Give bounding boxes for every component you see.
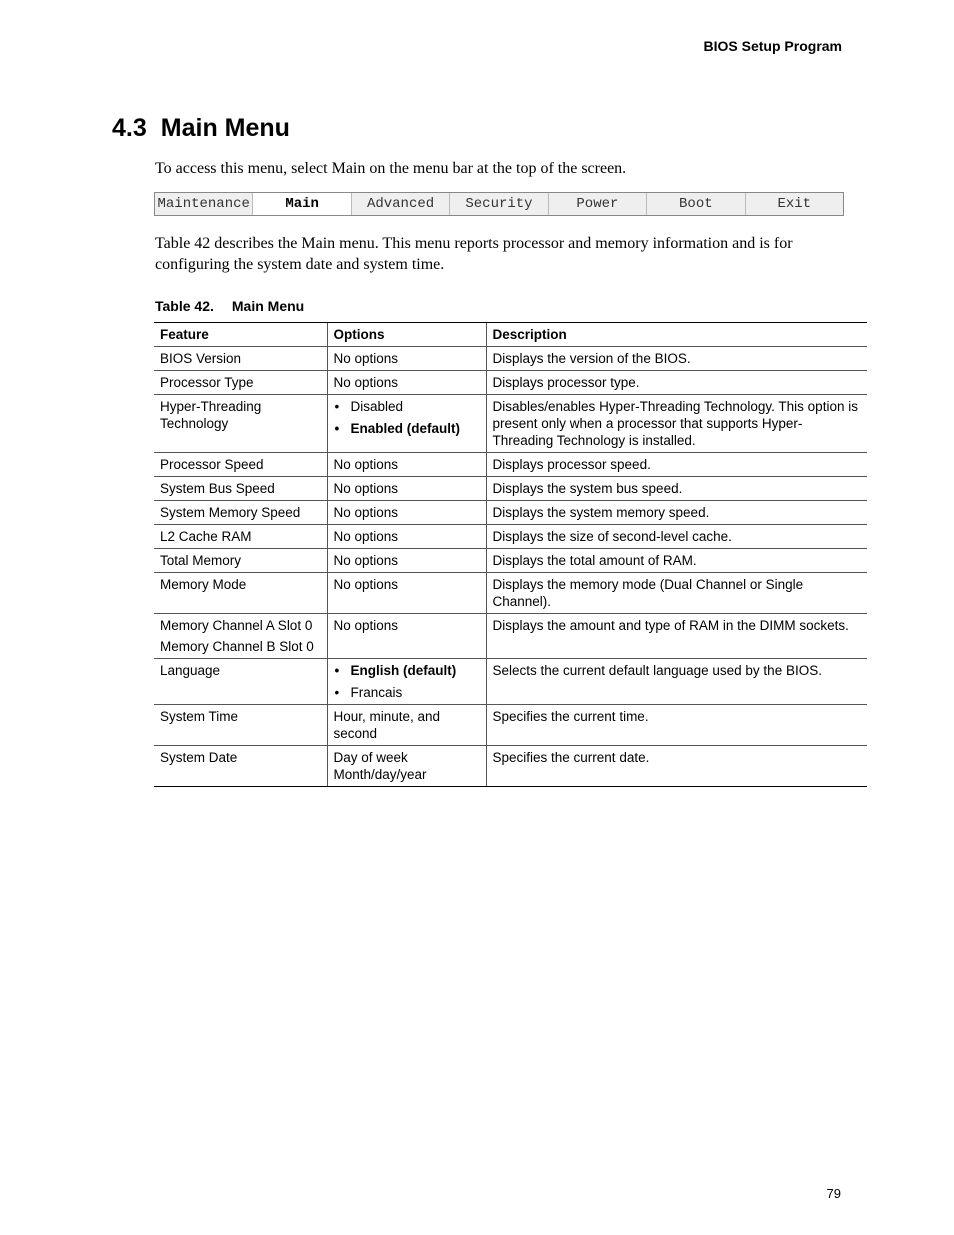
feature-text: Processor Speed [160, 457, 264, 472]
feature-cell [154, 525, 327, 549]
menu-item-power[interactable]: Power [549, 193, 647, 215]
feature-text: Memory Channel B Slot 0 [160, 639, 314, 654]
table-row [154, 659, 867, 705]
option-text: No options [333, 529, 399, 544]
options-cell [327, 746, 486, 787]
main-menu-table [154, 322, 867, 787]
option-text: No options [333, 577, 399, 592]
description-cell: Displays the version of the BIOS. [486, 347, 867, 371]
feature-text: System Bus Speed [160, 481, 275, 496]
section-heading [112, 114, 290, 143]
options-cell [327, 573, 486, 614]
options-cell [327, 371, 486, 395]
feature-cell [154, 501, 327, 525]
table-row [154, 746, 867, 787]
options-cell [327, 395, 486, 453]
header-feature: Feature [154, 323, 327, 347]
options-list [334, 662, 480, 701]
table-caption-number: Table 42. [155, 298, 214, 314]
feature-cell [154, 746, 327, 787]
options-cell [327, 525, 486, 549]
option-text: No options [333, 618, 399, 633]
description-cell: Disables/enables Hyper-Threading Technology. This option is present only when a processor that supports Hyper-Threading Technology is installed. [486, 395, 867, 453]
feature-text: BIOS Version [160, 351, 242, 366]
options-cell [327, 501, 486, 525]
feature-cell [154, 705, 327, 746]
options-cell [327, 549, 486, 573]
menu-item-exit[interactable]: Exit [777, 196, 812, 212]
table-row [154, 705, 867, 746]
options-cell [327, 477, 486, 501]
options-cell [327, 347, 486, 371]
option-item: • Disabled [334, 398, 480, 415]
menu-item-maintenance[interactable]: Maintenance [155, 193, 253, 215]
table-row [154, 395, 867, 453]
table-row [154, 477, 867, 501]
table-row [154, 347, 867, 371]
description-cell: Displays processor speed. [486, 453, 867, 477]
option-text: Month/day/year [333, 767, 427, 782]
table-row [154, 573, 867, 614]
feature-cell [154, 453, 327, 477]
option-text: Day of week [333, 750, 408, 765]
option-item: • Enabled (default) [334, 420, 480, 437]
bios-menu-bar [154, 192, 844, 216]
options-cell [327, 453, 486, 477]
feature-cell [154, 347, 327, 371]
options-list [334, 398, 480, 437]
table-row [154, 614, 867, 659]
option-text: No options [333, 505, 399, 520]
table-caption-title: Main Menu [231, 298, 305, 314]
description-cell: Displays the total amount of RAM. [486, 549, 867, 573]
feature-text: Memory Channel A Slot 0 [160, 618, 313, 633]
options-cell [327, 614, 486, 659]
menu-item-advanced[interactable]: Advanced [352, 193, 450, 215]
menu-item-main[interactable]: Main [253, 193, 351, 215]
feature-text: Memory Mode [160, 577, 247, 592]
menu-item-boot[interactable]: Boot [647, 193, 745, 215]
running-header: BIOS Setup Program [703, 38, 842, 54]
table-caption [155, 298, 304, 314]
option-text: No options [333, 351, 399, 366]
section-title: Main Menu [160, 114, 290, 142]
feature-text: Hyper-Threading Technology [160, 399, 262, 431]
description-cell: Specifies the current date. [486, 746, 867, 787]
section-number: 4.3 [112, 114, 147, 142]
intro-paragraph: To access this menu, select Main on the menu bar at the top of the screen. [155, 160, 627, 177]
option-text: No options [333, 481, 399, 496]
description-cell: Selects the current default language used by the BIOS. [486, 659, 867, 705]
option-text: Hour, minute, and second [333, 709, 441, 741]
feature-cell [154, 371, 327, 395]
option-item: • English (default) [334, 662, 480, 679]
description-cell: Displays the size of second-level cache. [486, 525, 867, 549]
feature-text: Total Memory [160, 553, 242, 568]
page-number: 79 [826, 1186, 841, 1201]
feature-text: System Memory Speed [160, 505, 301, 520]
description-cell: Displays processor type. [486, 371, 867, 395]
menu-item-security[interactable]: Security [450, 193, 548, 215]
table-row [154, 371, 867, 395]
header-description: Description [486, 323, 867, 347]
table-row [154, 549, 867, 573]
feature-text: Language [160, 663, 221, 678]
description-cell: Specifies the current time. [486, 705, 867, 746]
feature-cell [154, 573, 327, 614]
option-text: No options [333, 375, 399, 390]
feature-text: System Date [160, 750, 238, 765]
feature-cell [154, 614, 327, 659]
table-row [154, 501, 867, 525]
description-cell: Displays the system memory speed. [486, 501, 867, 525]
feature-cell [154, 395, 327, 453]
description-cell: Displays the amount and type of RAM in the DIMM sockets. [486, 614, 867, 659]
options-cell [327, 659, 486, 705]
feature-text: Processor Type [160, 375, 254, 390]
feature-text: L2 Cache RAM [160, 529, 252, 544]
option-text: No options [333, 553, 399, 568]
feature-cell [154, 477, 327, 501]
table-header-row [154, 323, 867, 347]
feature-cell [154, 549, 327, 573]
header-options: Options [327, 323, 486, 347]
description-cell: Displays the memory mode (Dual Channel or Single Channel). [486, 573, 867, 614]
table-row [154, 525, 867, 549]
feature-cell [154, 659, 327, 705]
option-text: No options [333, 457, 399, 472]
description-cell: Displays the system bus speed. [486, 477, 867, 501]
feature-text: System Time [160, 709, 239, 724]
table-row [154, 453, 867, 477]
options-cell [327, 705, 486, 746]
description-paragraph: Table 42 describes the Main menu. This menu reports processor and memory information and is for configuring the system date and system time. [155, 235, 793, 273]
option-item: • Francais [334, 684, 480, 701]
